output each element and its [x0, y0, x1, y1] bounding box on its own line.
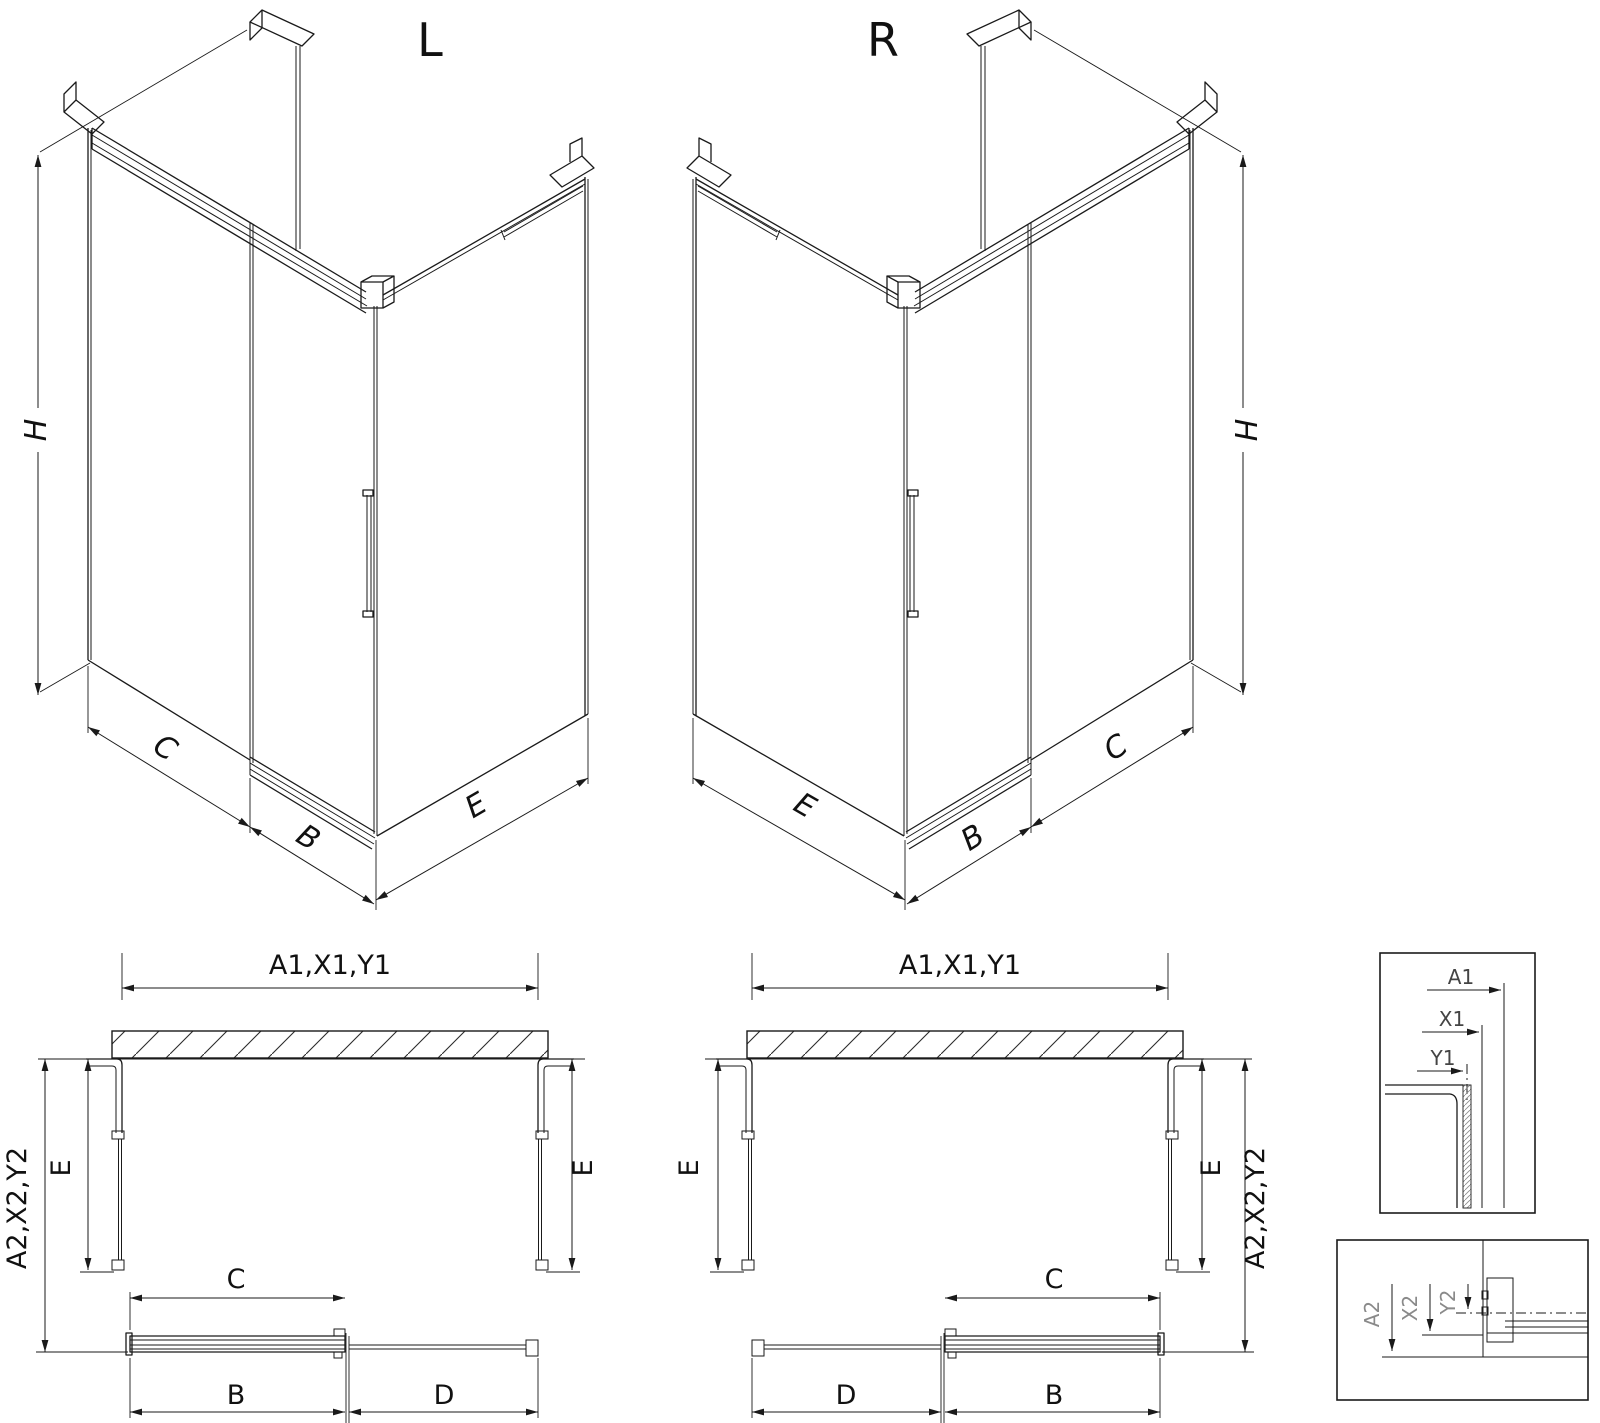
dim-label-side-panel: E: [787, 785, 822, 826]
dim-label-fixed-panel: C: [146, 727, 184, 769]
dim-label-side-panel: E: [459, 785, 494, 826]
detail-view-wall-fixing: [1380, 953, 1535, 1213]
iso-view-right: [687, 10, 1262, 910]
plan-view-right: [674, 950, 1271, 1423]
dim-label-door: B: [290, 817, 327, 859]
dim-label-depth: A2,X2,Y2: [1240, 1146, 1271, 1270]
view-title-left: L: [417, 13, 443, 67]
dim-label-fixed-front: D: [433, 1380, 455, 1411]
dim-label-depth: A2,X2,Y2: [2, 1146, 33, 1270]
detail-dim-a2: A2: [1360, 1300, 1384, 1328]
dim-label-fixed-panel: C: [1097, 727, 1135, 769]
dim-label-width: A1,X1,Y1: [268, 950, 392, 981]
plan-view-left: [2, 950, 599, 1423]
dim-label-side-left: E: [674, 1159, 705, 1177]
dim-label-fixed-front: D: [835, 1380, 857, 1411]
detail-dim-y2: Y2: [1436, 1289, 1460, 1315]
dim-label-door: B: [226, 1380, 246, 1411]
detail-view-floor-profile: [1337, 1240, 1588, 1400]
iso-view-left: [19, 10, 594, 910]
detail-dim-y1: Y1: [1430, 1046, 1456, 1070]
detail-dim-x1: X1: [1438, 1007, 1466, 1031]
dim-label-width: A1,X1,Y1: [898, 950, 1022, 981]
dim-label-door: B: [954, 817, 991, 859]
dim-label-height: H: [1227, 418, 1262, 442]
view-title-right: R: [867, 13, 899, 67]
detail-dim-x2: X2: [1398, 1294, 1422, 1322]
dim-label-opening: C: [1044, 1264, 1064, 1295]
detail-floor-section: [1482, 1278, 1588, 1342]
detail-dim-a1: A1: [1447, 965, 1475, 989]
dim-label-opening: C: [226, 1264, 246, 1295]
dim-label-height: H: [19, 418, 54, 442]
dim-label-side-left: E: [46, 1159, 77, 1177]
detail-wall-section: [1385, 1085, 1471, 1208]
dim-label-side-right: E: [568, 1159, 599, 1177]
glass-section: [1463, 1085, 1471, 1208]
dim-label-door: B: [1044, 1380, 1064, 1411]
dim-label-side-right: E: [1196, 1159, 1227, 1177]
